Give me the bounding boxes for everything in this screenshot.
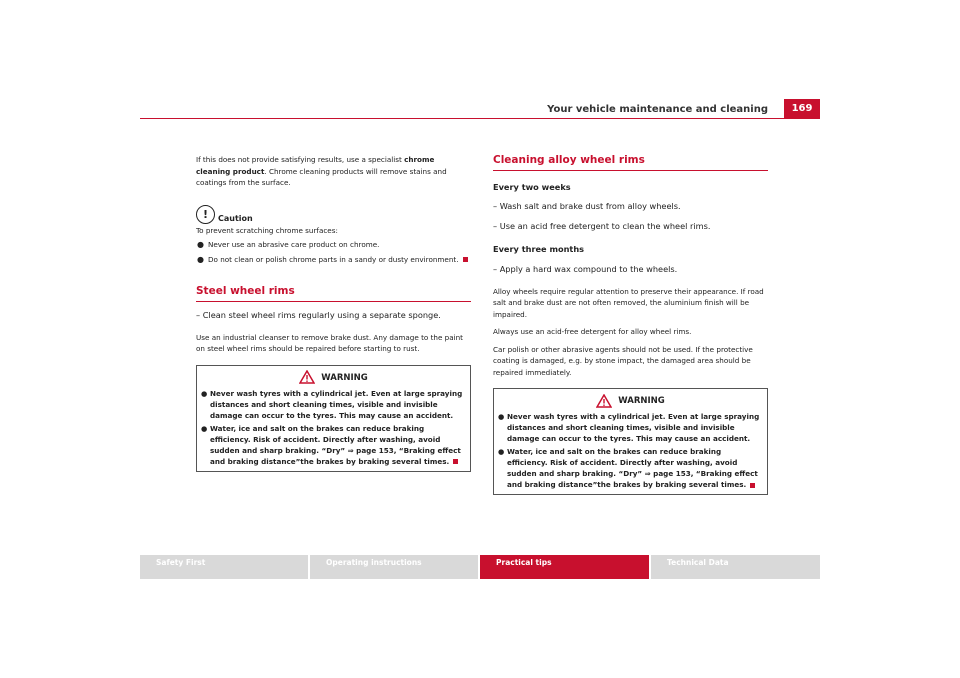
warning-title: WARNING xyxy=(498,393,763,409)
every-three-months-heading: Every three months xyxy=(493,244,585,254)
caution-header xyxy=(196,205,471,225)
warning-bullet: ● Never wash tyres with a cylindrical jet. Even at large spraying distances and short cleaning times, visible and invisible damage can occur to the tyres. This may cause an accident. xyxy=(201,388,463,420)
caution-icon: ! xyxy=(196,205,215,224)
warning-title: WARNING xyxy=(201,370,466,386)
section-end-icon xyxy=(463,257,468,262)
footer-tab-safety-first[interactable]: Safety First xyxy=(140,555,308,579)
bullet-icon: ● xyxy=(498,447,505,456)
chrome-intro-paragraph: If this does not provide satisfying results, use a specialist chrome cleaning product. Chrome cleaning products will remove stains and coatings from the surface. xyxy=(196,155,447,187)
warning-bullet: ● Water, ice and salt on the brakes can reduce braking efficiency. Risk of accident. Directly after washing, avoid sudden and sharp braking. “Dry” ⇒ page 153, “Braking effect and braking distance”the brakes by braking several times. xyxy=(201,423,461,466)
bullet-icon: ● xyxy=(201,388,208,398)
alloy-step: – Use an acid free detergent to clean the wheel rims. xyxy=(493,221,711,231)
section-end-icon xyxy=(453,459,458,464)
alloy-wheel-rims-heading: Cleaning alloy wheel rims xyxy=(493,155,768,171)
bullet-icon: ● xyxy=(197,254,204,264)
caution-bullet: ● Do not clean or polish chrome parts in a sandy or dusty environment. xyxy=(196,254,471,266)
warning-triangle-icon xyxy=(596,394,612,408)
alloy-paragraph: Car polish or other abrasive agents should not be used. If the protective coating is damaged, e.g. by stone impact, the damaged area should be repaired immediately. xyxy=(493,344,753,377)
left-column xyxy=(196,154,471,472)
warning-bullet: ● Water, ice and salt on the brakes can reduce braking efficiency. Risk of accident. Directly after washing, avoid sudden and sharp braking. “Dry” ⇒ page 153, “Braking effect and braking distance”the brakes by braking several times. xyxy=(498,447,758,489)
caution-label: Caution xyxy=(218,213,253,223)
section-end-icon xyxy=(750,483,755,488)
footer-tab-practical-tips[interactable]: Practical tips xyxy=(480,555,649,579)
header-rule xyxy=(140,118,820,119)
alloy-step: – Apply a hard wax compound to the wheels. xyxy=(493,263,678,274)
every-two-weeks-heading: Every two weeks xyxy=(493,181,571,192)
page-number: 169 xyxy=(784,99,820,119)
right-column xyxy=(493,155,768,495)
steel-note: Use an industrial cleanser to remove brake dust. Any damage to the paint on steel wheel rims should be repaired before starting to rust. xyxy=(196,332,463,353)
footer-tab-operating-instructions[interactable]: Operating instructions xyxy=(310,555,478,579)
warning-bullet: ● Never wash tyres with a cylindrical jet. Even at large spraying distances and short cleaning times, visible and invisible damage can occur to the tyres. This may cause an accident. xyxy=(498,412,760,443)
alloy-paragraph: Alloy wheels require regular attention to preserve their appearance. If road salt and brake dust are not often removed, the aluminium finish will be impaired. xyxy=(493,286,764,319)
alloy-paragraph: Always use an acid-free detergent for alloy wheel rims. xyxy=(493,327,692,336)
warning-box xyxy=(493,388,768,495)
warning-box xyxy=(196,365,471,472)
caution-bullet: ● Never use an abrasive care product on chrome. xyxy=(197,240,380,249)
bullet-icon: ● xyxy=(197,240,204,249)
footer-tab-technical-data[interactable]: Technical Data xyxy=(651,555,820,579)
bullet-icon: ● xyxy=(498,412,505,421)
page-header-title: Your vehicle maintenance and cleaning xyxy=(547,104,768,115)
warning-triangle-icon xyxy=(299,370,315,384)
steel-wheel-rims-heading: Steel wheel rims xyxy=(196,286,471,302)
alloy-step: – Wash salt and brake dust from alloy wheels. xyxy=(493,201,681,211)
steel-step: – Clean steel wheel rims regularly using a separate sponge. xyxy=(196,309,441,320)
bullet-icon: ● xyxy=(201,423,208,433)
caution-lead: To prevent scratching chrome surfaces: xyxy=(196,225,338,235)
